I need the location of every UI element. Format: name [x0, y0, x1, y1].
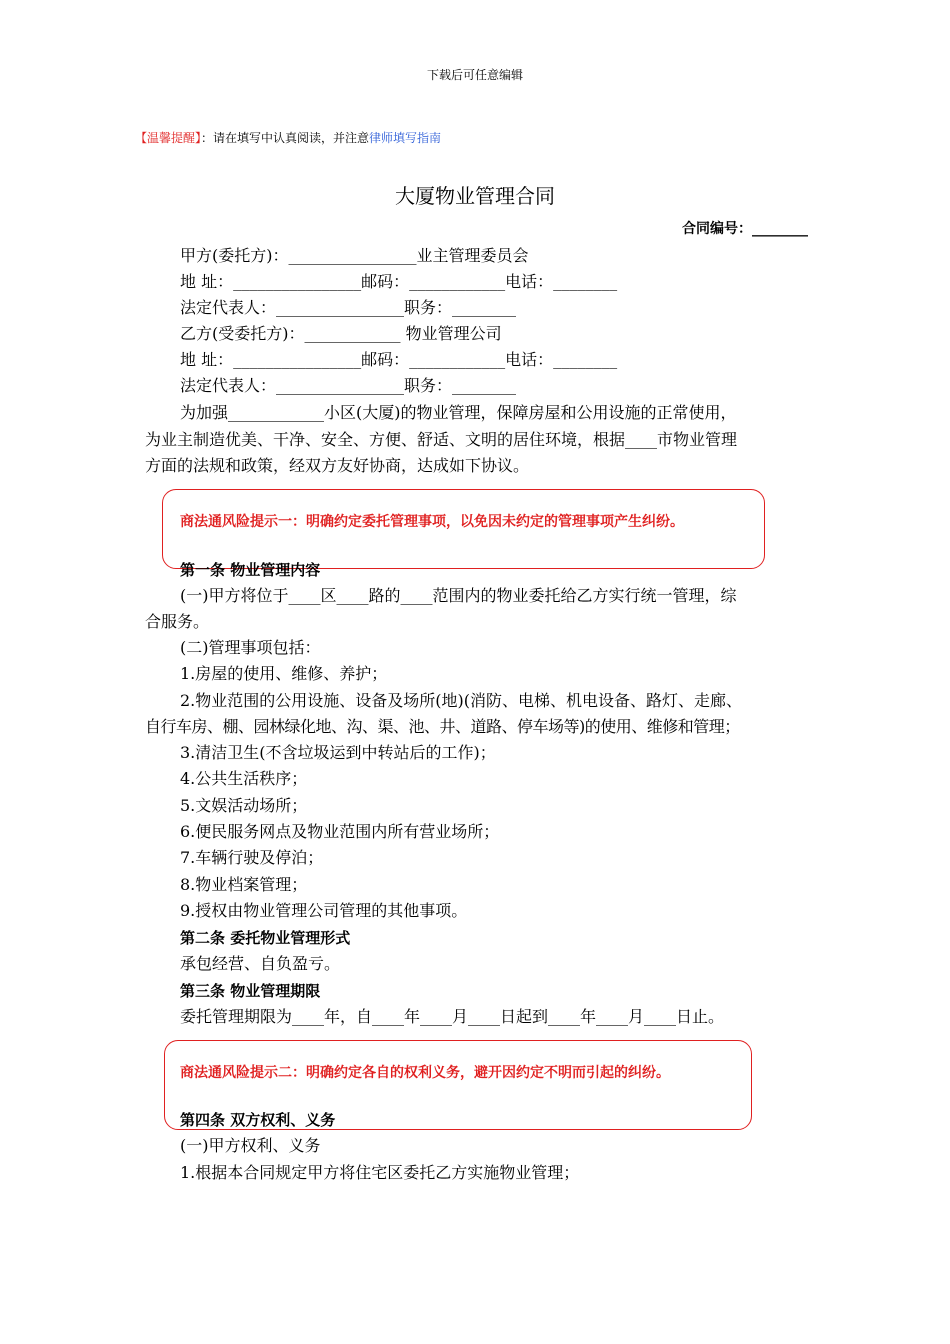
risk-tip-1: 商法通风险提示一：明确约定委托管理事项，以免因未约定的管理事项产生纠纷。	[180, 514, 684, 530]
party-b-representative: 法定代表人：________________职务：________	[180, 376, 517, 395]
party-a-address: 地 址：________________邮码：____________电话：________	[180, 272, 618, 291]
article-1-line: 7.车辆行驶及停泊；	[180, 848, 324, 867]
article-4-line: 1.根据本合同规定甲方将住宅区委托乙方实施物业管理；	[180, 1163, 580, 1182]
article-1-line: 2.物业范围的公用设施、设备及场所(地)(消防、电梯、机电设备、路灯、走廊、	[180, 691, 742, 710]
article-1-line: 1.房屋的使用、维修、养护；	[180, 664, 388, 683]
article-1-line: 5.文娱活动场所；	[180, 796, 308, 815]
article-1-line: 4.公共生活秩序；	[180, 769, 308, 788]
article-1-line: 8.物业档案管理；	[180, 875, 308, 894]
party-a-representative: 法定代表人：________________职务：________	[180, 298, 517, 317]
article-1-line: 9.授权由物业管理公司管理的其他事项。	[180, 901, 468, 920]
party-b: 乙方(受委托方)：____________ 物业管理公司	[180, 324, 502, 343]
article-3-heading: 第三条 物业管理期限	[180, 982, 321, 1000]
article-2-text: 承包经营、自负盈亏。	[180, 954, 341, 973]
preamble-line: 方面的法规和政策，经双方友好协商，达成如下协议。	[145, 456, 530, 475]
header-note: 下载后可任意编辑	[426, 68, 523, 82]
contract-number: 合同编号：________	[682, 221, 808, 237]
preamble-line: 为业主制造优美、干净、安全、方便、舒适、文明的居住环境，根据____市物业管理	[145, 430, 738, 449]
risk-tip-2: 商法通风险提示二：明确约定各自的权利义务，避开因约定不明而引起的纠纷。	[180, 1065, 670, 1081]
preamble-line: 为加强____________小区(大厦)的物业管理，保障房屋和公用设施的正常使用，	[180, 403, 737, 422]
article-1-line: (二)管理事项包括：	[180, 638, 321, 657]
article-1-line: 3.清洁卫生(不含垃圾运到中转站后的工作)；	[180, 743, 496, 762]
article-1-heading: 第一条 物业管理内容	[180, 561, 321, 579]
reminder-line	[135, 129, 441, 146]
party-b-address: 地 址：________________邮码：____________电话：________	[180, 350, 618, 369]
article-1-line: (一)甲方将位于____区____路的____范围内的物业委托给乙方实行统一管理，综	[180, 586, 737, 605]
lawyer-guide-link[interactable]: 律师填写指南	[369, 131, 442, 145]
article-1-line: 6.便民服务网点及物业范围内所有营业场所；	[180, 822, 500, 841]
article-1-line: 自行车房、棚、园林绿化地、沟、渠、池、井、道路、停车场等)的使用、维修和管理；	[145, 717, 740, 736]
article-2-heading: 第二条 委托物业管理形式	[180, 929, 351, 947]
document-title: 大厦物业管理合同	[395, 184, 555, 208]
reminder-label: 【温馨提醒】	[135, 131, 202, 145]
article-1-line: 合服务。	[145, 612, 210, 631]
article-3-text: 委托管理期限为____年，自____年____月____日起到____年____月____日止。	[180, 1007, 725, 1026]
reminder-text: ：请在填写中认真阅读，并注意	[201, 131, 370, 145]
party-a: 甲方(委托方)：________________业主管理委员会	[180, 246, 529, 265]
article-4-line: (一)甲方权利、义务	[180, 1136, 321, 1155]
article-4-heading: 第四条 双方权利、义务	[180, 1111, 336, 1129]
